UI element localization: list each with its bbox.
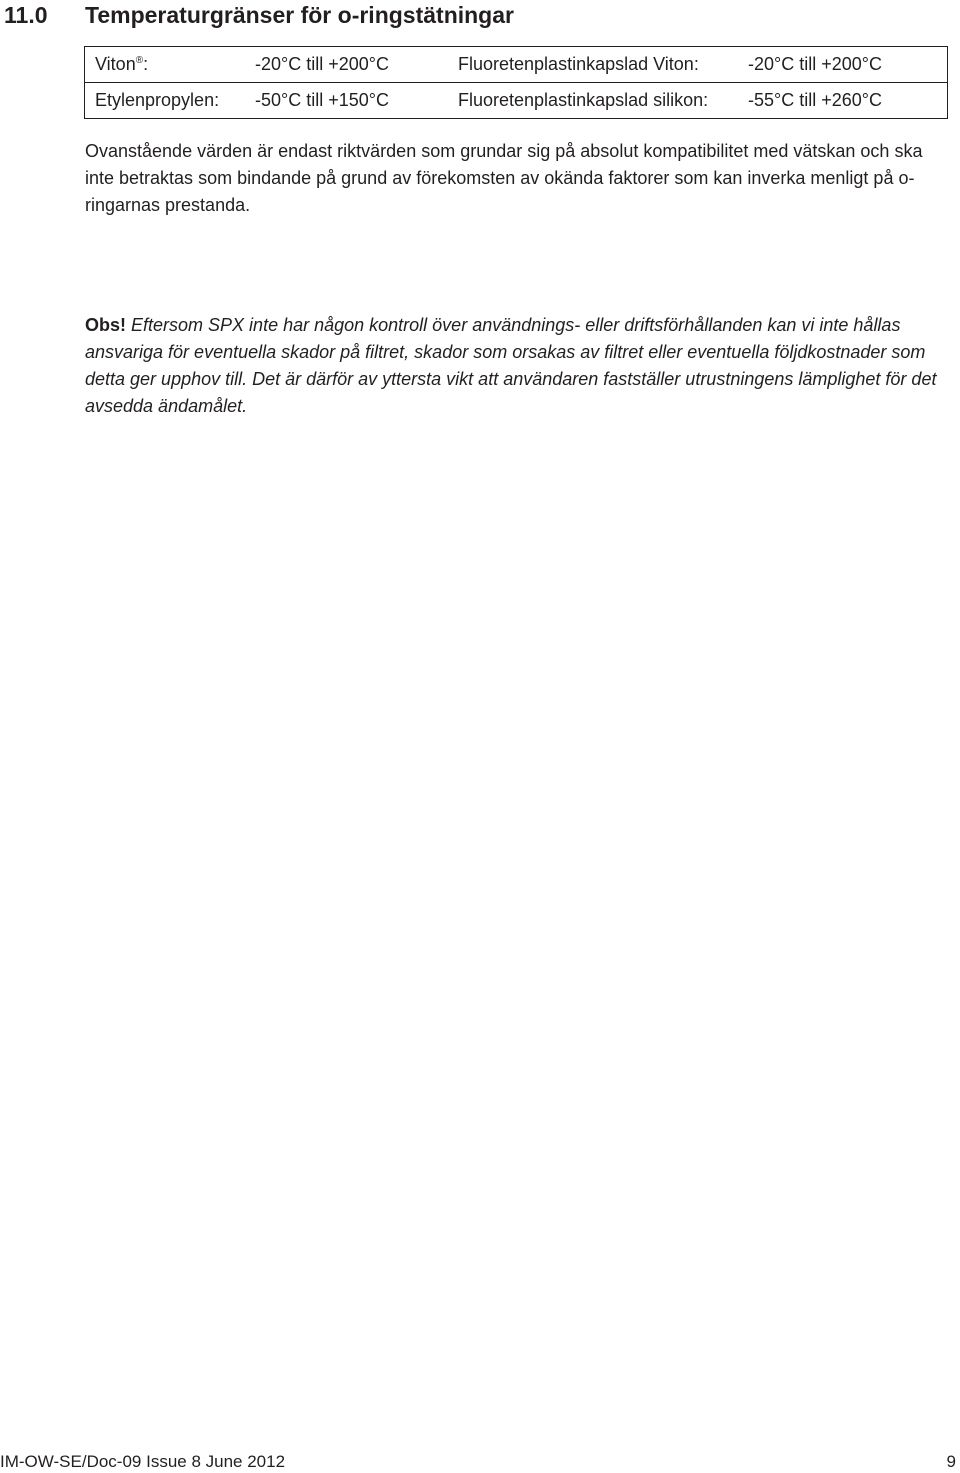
material-suffix: : xyxy=(143,54,149,74)
material-cell xyxy=(85,47,256,83)
registered-mark: ® xyxy=(135,55,144,66)
temperature-range-cell: -55°C till +260°C xyxy=(748,83,948,119)
section-number: 11.0 xyxy=(4,2,48,28)
temperature-table xyxy=(84,46,948,119)
table-row xyxy=(85,47,948,83)
note-paragraph: Ovanstående värden är endast riktvärden som grundar sig på absolut kompatibilitet med vätskan och ska inte betraktas som bindande på grund av förekomsten av okända faktorer som kan inverka menligt på o-ringarnas prestanda. xyxy=(85,141,923,215)
disclaimer-text: Eftersom SPX inte har någon kontroll över användnings- eller driftsförhållanden kan vi inte hållas ansvariga för eventuella skador på filtret, skador som orsakas av filtret eller eventuella följdkostnader som detta ger upphov till. Det är därför av yttersta vikt att användaren fastställer utrustningens lämplighet för det avsedda ändamålet. xyxy=(85,315,937,416)
footer-page-number: 9 xyxy=(946,1452,956,1471)
obs-label: Obs! xyxy=(85,315,127,335)
material-name: Etylenpropylen: xyxy=(95,90,220,110)
material-cell: Fluoretenplastinkapslad silikon: xyxy=(458,83,748,119)
temperature-range-cell: -50°C till +150°C xyxy=(255,83,458,119)
temperature-range-cell: -20°C till +200°C xyxy=(255,47,458,83)
material-name: Viton xyxy=(95,54,136,74)
disclaimer-paragraph xyxy=(85,312,955,420)
table-row xyxy=(85,83,948,119)
section-heading xyxy=(0,0,514,30)
material-cell xyxy=(85,83,256,119)
temperature-range-cell: -20°C till +200°C xyxy=(748,47,948,83)
section-title: Temperaturgränser för o-ringstätningar xyxy=(85,2,514,28)
footer-document-reference: IM-OW-SE/Doc-09 Issue 8 June 2012 xyxy=(0,1452,286,1471)
material-cell: Fluoretenplastinkapslad Viton: xyxy=(458,47,748,83)
